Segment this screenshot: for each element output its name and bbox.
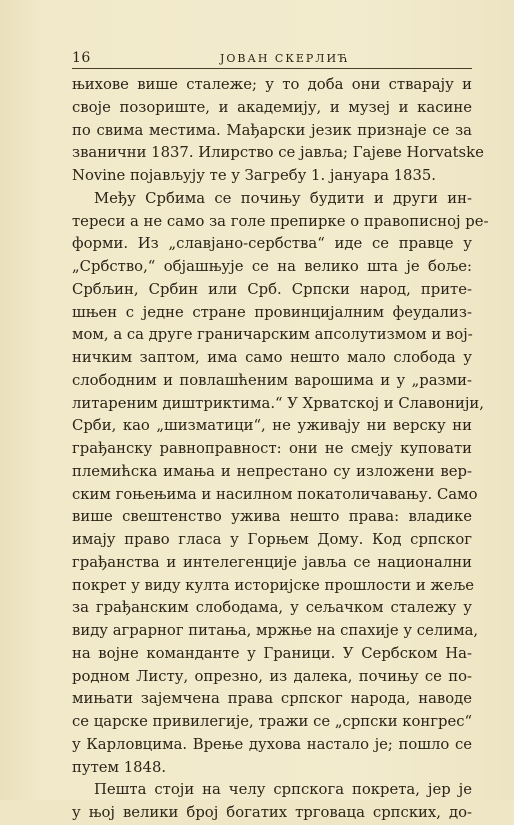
text-line: Срби, као „шизматици“, не уживају ни верску ни	[72, 417, 472, 435]
text-line: „Србство,“ објашњује се на велико шта је боље:	[72, 258, 472, 275]
text-line: путем 1848.	[72, 758, 167, 776]
text-line: грађанску равноправност: они не смеју куповати	[72, 440, 472, 457]
text-line: тереси а не само за голе препирке о правописној ре-	[72, 212, 489, 230]
page-header	[72, 50, 472, 70]
text-line: мињати зајемчена права српског народа, наводе	[72, 690, 472, 708]
text-line: Пешта стоји на челу српскога покрета, јер је	[94, 781, 472, 799]
text-line: више свештенство ужива нешто права: владике	[72, 508, 472, 526]
text-line: Србљин, Србин или Срб. Српски народ, прите-	[72, 280, 472, 298]
text-line: форми. Из „славјано-сербства“ иде се правце у	[72, 235, 472, 253]
text-line: Међу Србима се почињу будити и други ин-	[94, 189, 472, 207]
text-line: у њој велики број богатих трговаца српских, до-	[72, 804, 472, 821]
text-line: њихове више сталеже; у то доба они стварају и	[72, 76, 472, 93]
text-line: ничким заптом, има само нешто мало слобода у	[72, 349, 472, 366]
body-text	[72, 74, 489, 825]
text-line: имају право гласа у Горњем Дому. Код српског	[72, 531, 472, 548]
text-line: за грађанским слободама, у сељачком сталежу у	[72, 599, 472, 617]
text-line: слободним и повлашћеним варошима и у „разми-	[72, 371, 472, 389]
text-line: своје позориште, и академију, и музеј и касине	[72, 98, 472, 116]
text-line: виду аграрног питања, мржње на спахије у селима,	[72, 622, 479, 639]
page-number: 16	[72, 50, 91, 66]
text-line: у Карловцима. Врење духова настало је; пошло се	[72, 735, 472, 753]
text-line: родном Листу, опрезно, из далека, почињу се по-	[72, 667, 472, 685]
text-line: покрет у виду култа историјске прошлости и жеље	[72, 576, 475, 594]
header-rule	[72, 68, 472, 69]
text-line: по свима местима. Мађарски језик признаје се за	[72, 121, 472, 139]
text-line: на војне команданте у Граници. У Сербском На-	[72, 644, 472, 662]
text-line: Novine појављују те у Загребу 1. јануара 1835.	[72, 167, 437, 184]
text-line: литареним диштриктима.“ У Хрватској и Славонији,	[72, 394, 484, 412]
text-line: шњен с једне стране провинцијалним феудализ-	[72, 303, 472, 321]
running-head: ЈОВАН СКЕРЛИЋ	[220, 52, 350, 65]
text-line: грађанства и интелегенције јавља се национални	[72, 553, 472, 571]
text-line: мом, а са друге граничарским апсолутизмом и вој-	[72, 326, 473, 344]
text-line: се царске привилегије, тражи се „српски конгрес“	[72, 713, 473, 730]
text-line: племићска имања и непрестано су изложени вер-	[72, 462, 472, 480]
text-line: ским гоњењима и насилном покатоличавању. Само	[72, 485, 478, 503]
text-line: званични 1837. Илирство се јавља; Гајеве Horvatske	[72, 144, 484, 162]
